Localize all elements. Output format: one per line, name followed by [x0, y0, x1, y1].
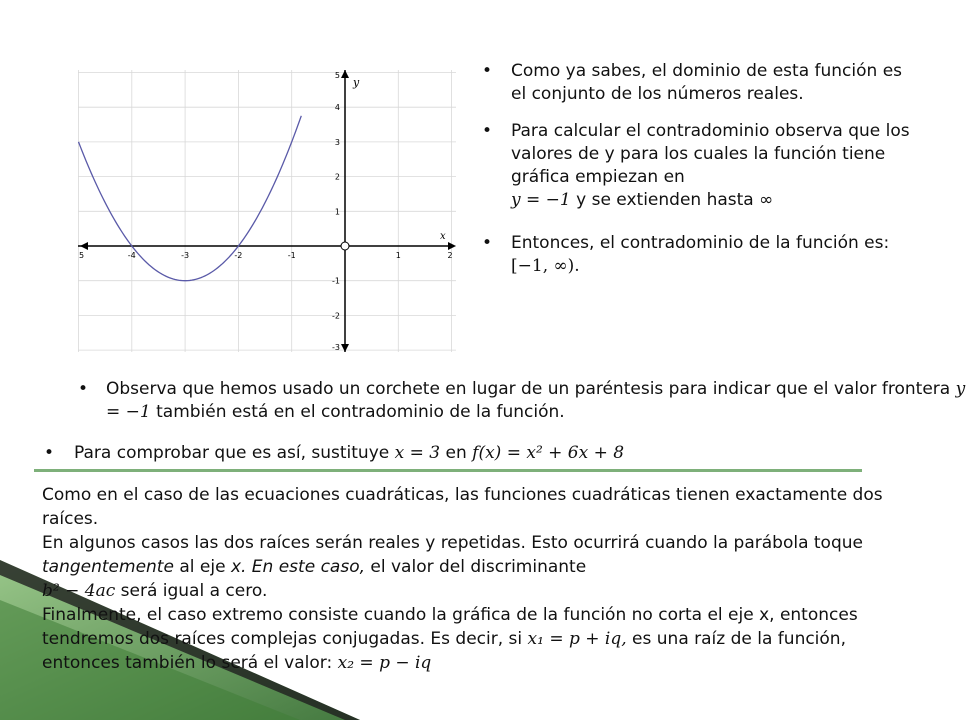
x-tick-label: 1: [395, 251, 401, 260]
x-tick-label: -1: [287, 251, 296, 260]
y-axis-arrow-up: [341, 70, 349, 78]
bullet-observa-text-after: y se extienden hasta ∞: [570, 190, 774, 210]
origin-marker: [341, 242, 349, 250]
bullet-comprobar: [44, 442, 964, 465]
bullet-observa-math: y = −1: [511, 190, 571, 210]
x-tick-label: 5: [79, 251, 85, 260]
explanation-paragraph: [42, 483, 922, 675]
right-bullet-list: [482, 60, 922, 290]
bullet-dot: •: [482, 233, 493, 253]
bullet-dot: •: [482, 61, 493, 81]
y-tick-label: 4: [334, 103, 340, 113]
x-axis-label: x: [440, 231, 446, 242]
parabola-curve: [79, 116, 302, 281]
y-axis-label: y: [353, 76, 360, 89]
bullet-dot: •: [78, 379, 89, 399]
discriminant-math: b² − 4ac: [42, 581, 116, 601]
bullet-dot: •: [44, 443, 55, 463]
bullet-dominio: [482, 60, 922, 106]
x-axis-arrow-left: [80, 242, 88, 250]
bullet-dominio-text: Como ya sabes, el dominio de esta función es el conjunto de los números reales.: [511, 61, 903, 104]
line3-before: Finalmente, el caso extremo consiste cuando la gráfica de la función no corta el eje x, entonces tendremos dos raíces complejas conjugadas. Es decir, si: [42, 605, 858, 649]
divider-rule: [34, 469, 862, 472]
bullet-corchete-text-after: también está en el contradominio de la función.: [150, 402, 565, 422]
bullet-comprobar-math2: f(x) = x² + 6x + 8: [472, 443, 625, 463]
bullet-observa-text: Para calcular el contradominio observa que los valores de y para los cuales la función tiene gráfica empiezan en: [511, 121, 910, 187]
bullet-resultado-text: Entonces, el contradominio de la función es:: [511, 233, 890, 253]
bullet-dot: •: [482, 121, 493, 141]
paragraph-line-2: [42, 531, 922, 603]
bullet-comprobar-text-before: Para comprobar que es así, sustituye: [74, 443, 395, 463]
y-tick-label: -3: [332, 343, 340, 352]
x-tick-label: -4: [127, 251, 136, 260]
line2-end: será igual a cero.: [115, 581, 268, 601]
bullet-corchete-text-before: Observa que hemos usado un corchete en lugar de un paréntesis para indicar que el valor frontera: [106, 379, 956, 399]
root1-math: x₁ = p + iq,: [527, 629, 627, 649]
bullet-contradominio-resultado: [482, 232, 922, 278]
y-tick-label: 1: [334, 207, 340, 217]
y-tick-label: -1: [332, 276, 340, 286]
line2-italic2: x. En este caso,: [230, 557, 365, 577]
bullet-resultado-math: [−1, ∞).: [511, 256, 580, 276]
paragraph-line-3: [42, 603, 922, 675]
y-tick-label: 3: [334, 137, 340, 147]
line2-italic: tangentemente: [42, 557, 174, 577]
y-tick-label: 2: [334, 172, 340, 182]
line2-mid: al eje: [173, 557, 231, 577]
line3-mid: es una raíz de la función, entonces también lo será el valor:: [42, 629, 846, 673]
x-tick-label: -3: [181, 251, 190, 260]
y-tick-label: 5: [334, 71, 340, 80]
bullet-corchete-math: y = −1: [106, 379, 966, 422]
x-tick-label: -2: [234, 251, 243, 260]
bullet-comprobar-text-mid: en: [440, 443, 473, 463]
grid-lines: [78, 70, 456, 352]
bullet-comprobar-math1: x = 3: [394, 443, 441, 463]
root2-math: x₂ = p − iq: [337, 653, 432, 673]
bullet-contradominio-observa: [482, 120, 922, 212]
parabola-graph: [78, 70, 456, 352]
line2-before: En algunos casos las dos raíces serán reales y repetidas. Esto ocurrirá cuando la parábola toque: [42, 533, 863, 553]
y-tick-label: -2: [332, 311, 340, 321]
bullet-corchete: [78, 378, 976, 424]
line2-after: el valor del discriminante: [365, 557, 587, 577]
paragraph-line-1: Como en el caso de las ecuaciones cuadráticas, las funciones cuadráticas tienen exactamente dos raíces.: [42, 485, 883, 529]
y-axis-arrow-down: [341, 344, 349, 352]
x-tick-label: 2: [447, 251, 453, 260]
